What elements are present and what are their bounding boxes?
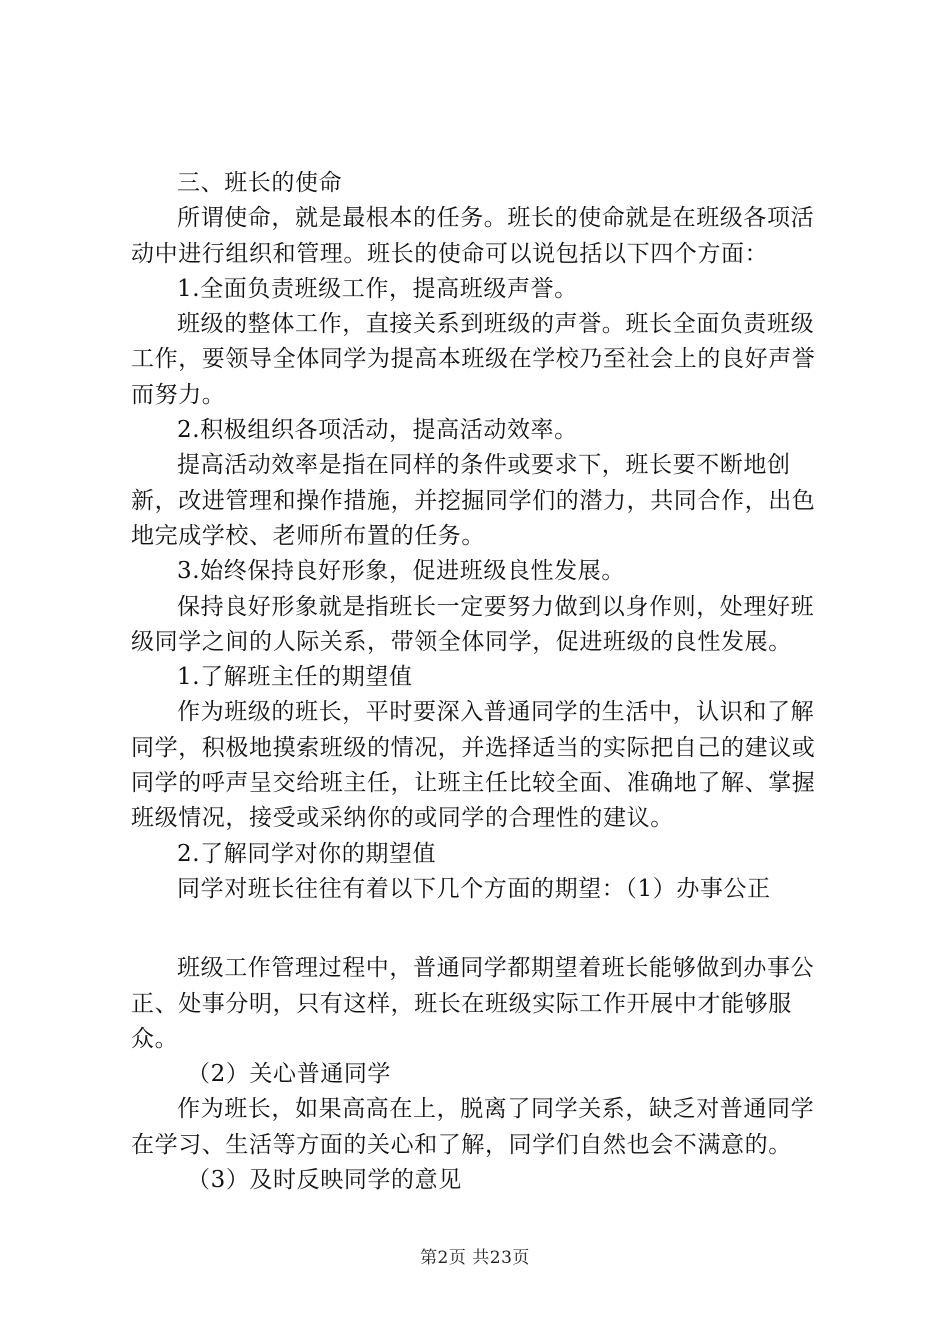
paragraph: 提高活动效率是指在同样的条件或要求下，班长要不断地创新，改进管理和操作措施，并挖掘同学们的潜力，共同合作，出色地完成学校、老师所布置的任务。 [131, 452, 816, 549]
paragraph: 同学对班长往往有着以下几个方面的期望：（1）办事公正 [177, 875, 771, 902]
list-item-heading: 1.了解班主任的期望值 [177, 664, 413, 691]
paragraph: 班级的整体工作，直接关系到班级的声誉。班长全面负责班级工作，要领导全体同学为提高本班级在学校乃至社会上的良好声誉而努力。 [131, 311, 816, 408]
paragraph: 作为班级的班长，平时要深入普通同学的生活中，认识和了解同学，积极地摸索班级的情况，并选择适当的实际把自己的建议或同学的呼声呈交给班主任，让班主任比较全面、准确地了解、掌握班级情况，接受或采纳你的或同学的合理性的建议。 [131, 699, 816, 832]
sub-item-heading: （2）关心普通同学 [187, 1061, 392, 1088]
section-heading: 三、班长的使命 [177, 170, 343, 196]
paragraph: 保持良好形象就是指班长一定要努力做到以身作则，处理好班级同学之间的人际关系，带领全体同学，促进班级的良性发展。 [131, 593, 815, 655]
paragraph: 所谓使命，就是最根本的任务。班长的使命就是在班级各项活动中进行组织和管理。班长的使命可以说包括以下四个方面： [131, 205, 815, 267]
list-item-heading: 2.了解同学对你的期望值 [177, 840, 437, 867]
list-item-heading: 3.始终保持良好形象，促进班级良性发展。 [177, 558, 625, 585]
list-item-heading: 1.全面负责班级工作，提高班级声誉。 [177, 275, 578, 302]
list-item-heading: 2.积极组织各项活动，提高活动效率。 [177, 417, 578, 444]
paragraph: 作为班长，如果高高在上，脱离了同学关系，缺乏对普通同学在学习、生活等方面的关心和了解，同学们自然也会不满意的。 [131, 1096, 815, 1158]
sub-item-heading: （3）及时反映同学的意见 [187, 1167, 462, 1194]
page-footer: 第2页 共23页 [420, 1248, 530, 1268]
document-body [131, 166, 831, 1198]
paragraph: 班级工作管理过程中，普通同学都期望着班长能够做到办事公正、处事分明，只有这样，班长在班级实际工作开展中才能够服众。 [131, 955, 815, 1052]
